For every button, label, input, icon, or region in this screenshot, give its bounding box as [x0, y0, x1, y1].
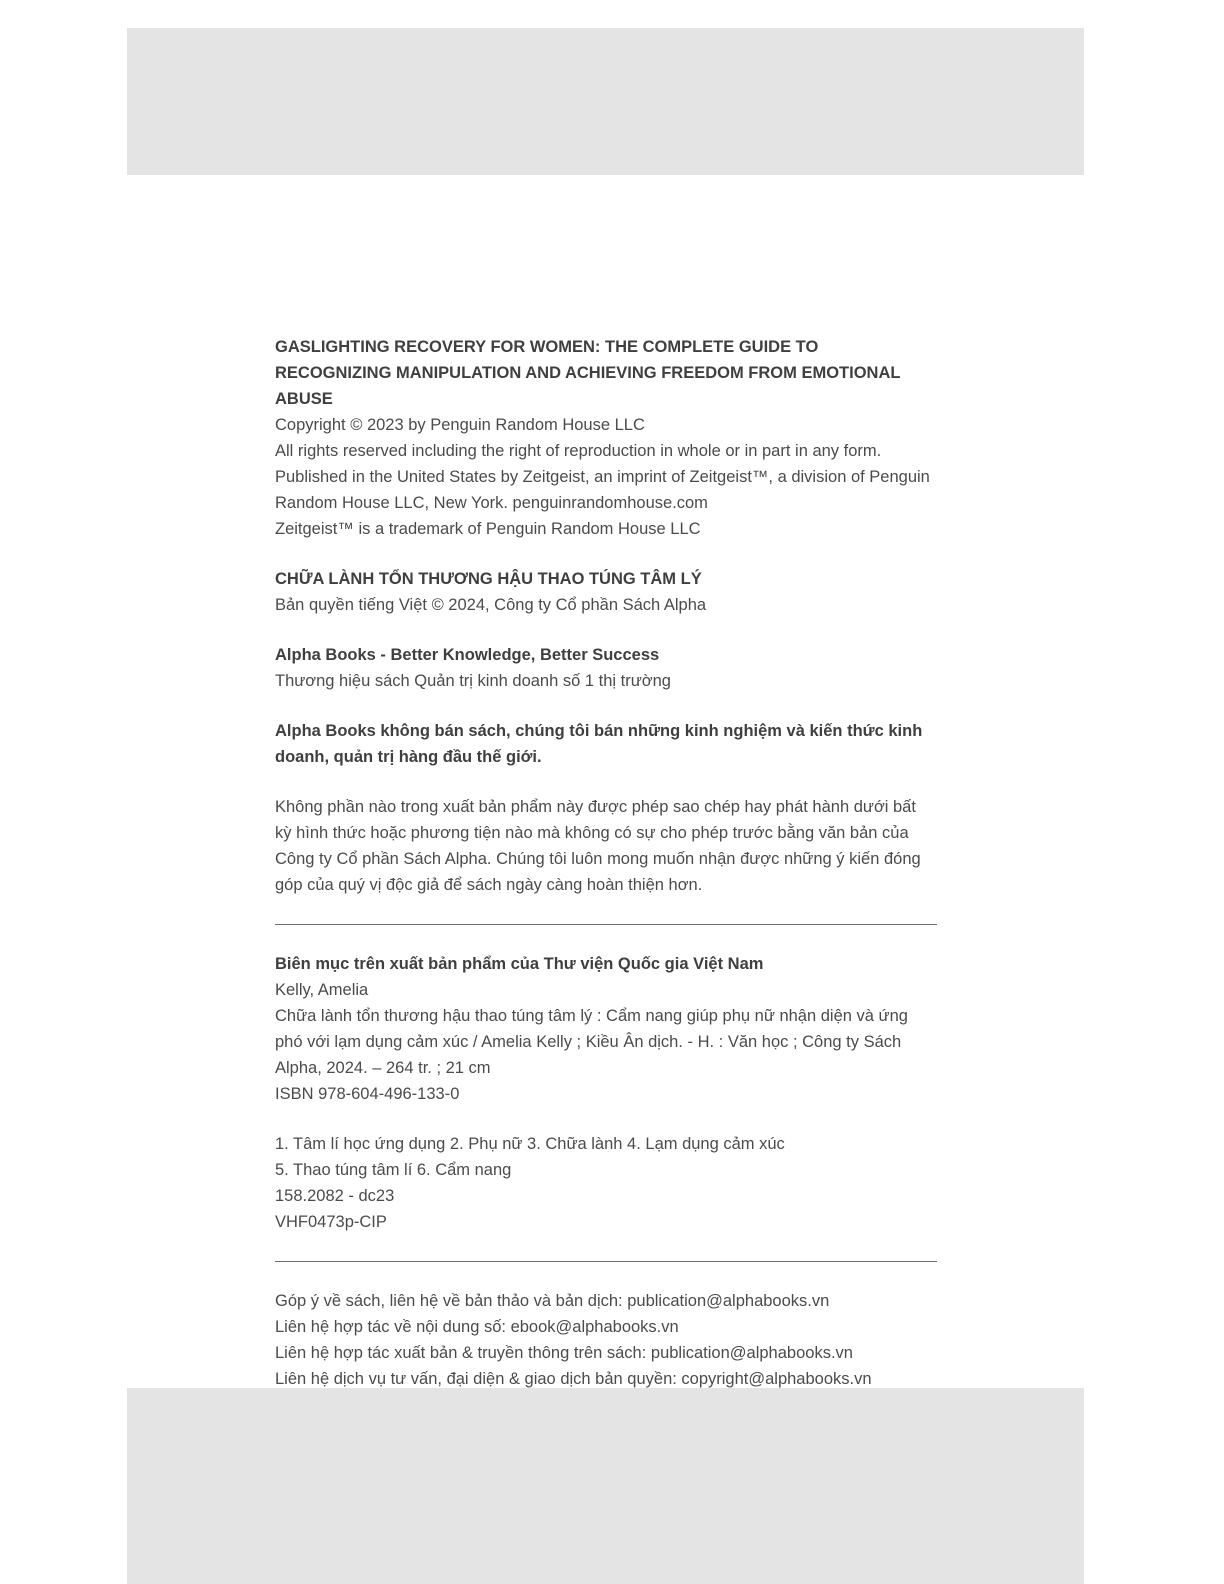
alpha-books-mission-text: Alpha Books không bán sách, chúng tôi bán những kinh nghiệm và kiến thức kinh doanh, quản trị hàng đầu thế giới.	[275, 722, 923, 766]
contact-feedback-line: Góp ý về sách, liên hệ về bản thảo và bản dịch: publication@alphabooks.vn	[275, 1292, 830, 1310]
english-book-title: GASLIGHTING RECOVERY FOR WOMEN: THE COMPLETE GUIDE TO RECOGNIZING MANIPULATION AND ACHIEVING FREEDOM FROM EMOTIONAL ABUSE	[275, 338, 901, 408]
contact-block	[275, 1288, 937, 1392]
rights-reserved-line: All rights reserved including the right of reproduction in whole or in part in any form.	[275, 442, 882, 460]
catalog-subjects-block	[275, 1131, 937, 1235]
contact-publishing-line: Liên hệ hợp tác xuất bản & truyền thông trên sách: publication@alphabooks.vn	[275, 1344, 853, 1362]
bottom-placeholder-block	[127, 1388, 1084, 1584]
catalog-heading: Biên mục trên xuất bản phẩm của Thư viện Quốc gia Việt Nam	[275, 955, 764, 973]
alpha-books-slogan: Alpha Books - Better Knowledge, Better Success	[275, 646, 660, 664]
divider-top	[275, 924, 937, 925]
copyright-content	[275, 334, 937, 1392]
english-copyright-block	[275, 334, 937, 542]
contact-licensing-line: Liên hệ dịch vụ tư vấn, đại diện & giao dịch bản quyền: copyright@alphabooks.vn	[275, 1370, 872, 1388]
divider-bottom	[275, 1261, 937, 1262]
trademark-line: Zeitgeist™ is a trademark of Penguin Random House LLC	[275, 520, 701, 538]
vietnamese-rights-line: Bản quyền tiếng Việt © 2024, Công ty Cổ phần Sách Alpha	[275, 596, 707, 614]
reproduction-notice-text: Không phần nào trong xuất bản phẩm này được phép sao chép hay phát hành dưới bất kỳ hình thức hoặc phương tiện nào mà không có sự cho phép trước bằng văn bản của Công ty Cổ phần Sách Alpha. Chúng tôi luôn mong muốn nhận được những ý kiến đóng góp của quý vị độc giả để sách ngày càng hoàn thiện hơn.	[275, 798, 921, 894]
catalog-block	[275, 951, 937, 1107]
catalog-subjects-line2: 5. Thao túng tâm lí 6. Cẩm nang	[275, 1161, 512, 1179]
published-line: Published in the United States by Zeitgeist, an imprint of Zeitgeist™, a division of Penguin Random House LLC, New York. penguinrandomhouse.com	[275, 468, 930, 512]
catalog-author: Kelly, Amelia	[275, 981, 369, 999]
copyright-line: Copyright © 2023 by Penguin Random House LLC	[275, 416, 645, 434]
catalog-dewey: 158.2082 - dc23	[275, 1187, 395, 1205]
catalog-isbn: ISBN 978-604-496-133-0	[275, 1085, 460, 1103]
vietnamese-book-title: CHỮA LÀNH TỔN THƯƠNG HẬU THAO TÚNG TÂM LÝ	[275, 570, 702, 588]
reproduction-notice	[275, 794, 937, 898]
alpha-books-slogan-block	[275, 642, 937, 694]
contact-digital-line: Liên hệ hợp tác về nội dung số: ebook@alphabooks.vn	[275, 1318, 679, 1336]
alpha-books-slogan-sub: Thương hiệu sách Quản trị kinh doanh số 1 thị trường	[275, 672, 671, 690]
catalog-subjects-line1: 1. Tâm lí học ứng dụng 2. Phụ nữ 3. Chữa lành 4. Lạm dụng cảm xúc	[275, 1135, 785, 1153]
catalog-description: Chữa lành tổn thương hậu thao túng tâm lý : Cẩm nang giúp phụ nữ nhận diện và ứng phó với lạm dụng cảm xúc / Amelia Kelly ; Kiều Ân dịch. - H. : Văn học ; Công ty Sách Alpha, 2024. – 264 tr. ; 21 cm	[275, 1007, 908, 1077]
alpha-books-mission	[275, 718, 937, 770]
catalog-cip: VHF0473p-CIP	[275, 1213, 387, 1231]
top-placeholder-block	[127, 28, 1084, 175]
vietnamese-copyright-block	[275, 566, 937, 618]
